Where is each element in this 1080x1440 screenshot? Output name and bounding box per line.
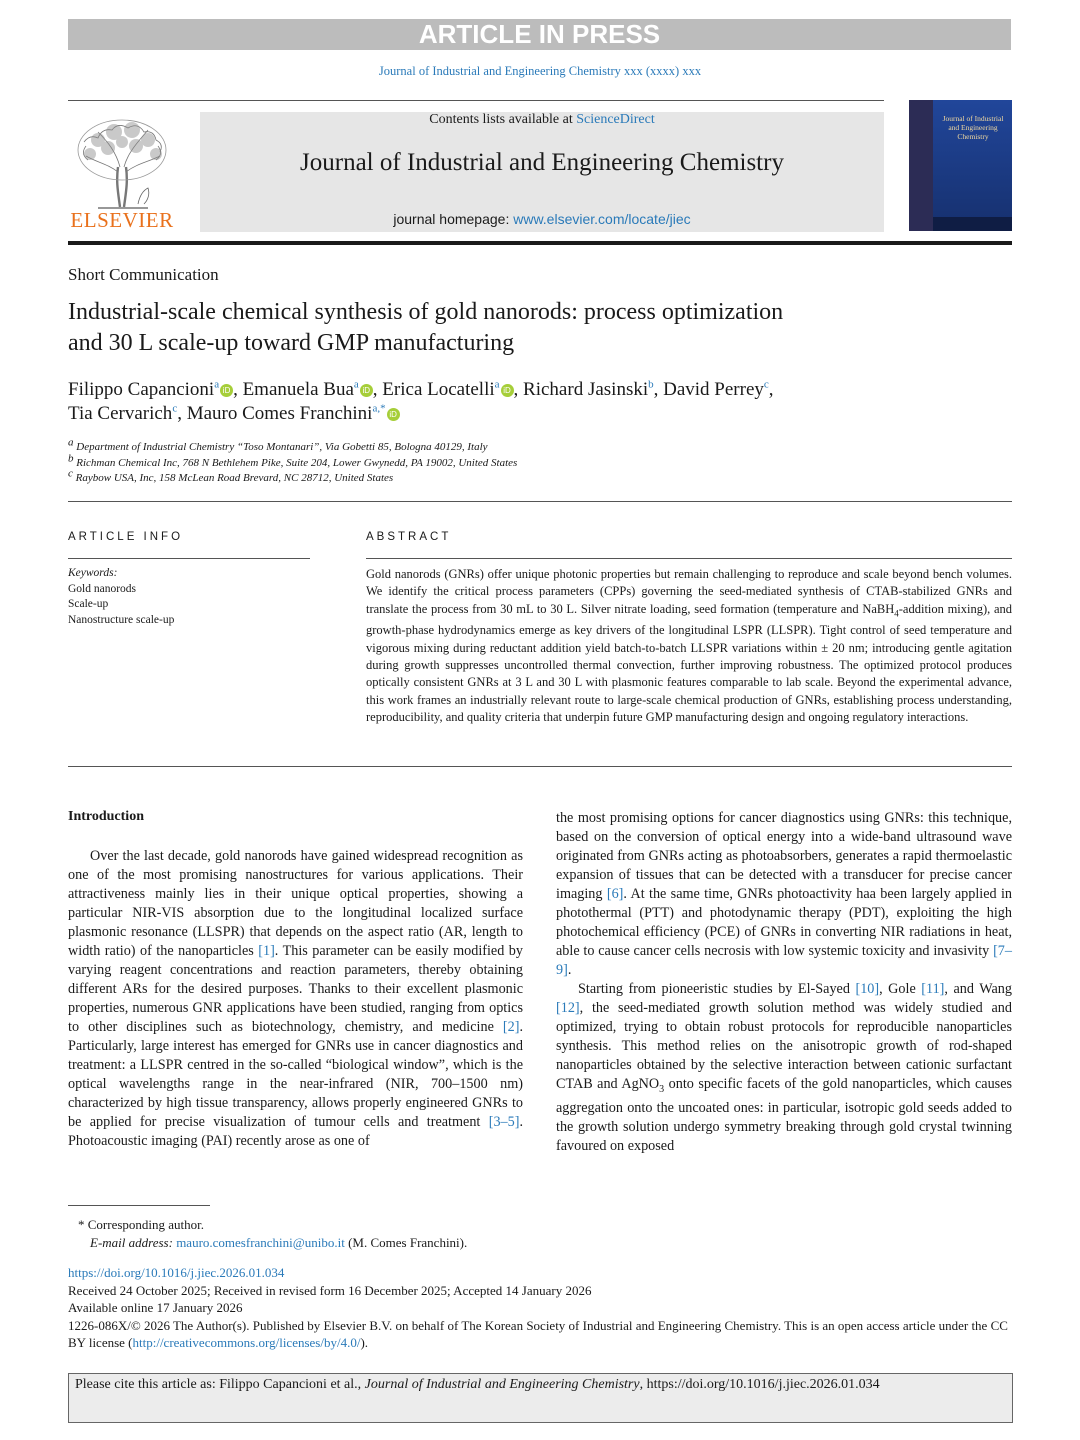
citation-journal: Journal of Industrial and Engineering Chemistry (364, 1377, 640, 1392)
publication-info (68, 1264, 1012, 1352)
keyword: Gold nanorods (68, 582, 137, 595)
orcid-icon[interactable]: iD (360, 384, 373, 397)
license-link[interactable]: http://creativecommons.org/licenses/by/4.0/ (132, 1335, 361, 1350)
article-title (68, 297, 948, 359)
article-info-rule (68, 558, 310, 559)
elsevier-wordmark: ELSEVIER (70, 208, 174, 232)
abstract-rule (366, 558, 1012, 559)
article-info-heading: ARTICLE INFO (68, 531, 184, 543)
journal-homepage-line: journal homepage: www.elsevier.com/locate/jiec (393, 211, 691, 227)
author-perrey[interactable]: David Perrey$^c$ (663, 378, 769, 400)
email-label: E-mail address: (90, 1235, 173, 1250)
abstract-heading: ABSTRACT (366, 531, 452, 543)
reference-link[interactable]: [1] (258, 943, 275, 959)
author-locatelli[interactable]: Erica Locatelli$^a$ iD (382, 379, 513, 400)
article-in-press-banner: ARTICLE IN PRESS (68, 19, 1011, 50)
reference-link[interactable]: [2] (502, 1019, 520, 1035)
orcid-icon[interactable]: iD (220, 384, 233, 397)
masthead-thick-rule (68, 241, 1012, 245)
abstract-text: Gold nanorods (GNRs) offer unique photonic properties but remain challenging to reproduce and scale beyond bench volumes. We identify the critical process parameters (CPPs) governing the seed-mediated synthesis of CTAB-stabilized GNRs and translate the process from 30 mL to 30 L. Silver nitrate loading, seed formation (temperature and NaBH$_4$-addition mixing), and growth-phase hydrodynamics emerge as key drivers of the longitudinal LSPR (LLSPR). Tight control of seed temperature and vigorous mixing during reductant addition yield batch-to-batch LLSPR variations within ± 20 nm; introducing gentle agitation during growth suppresses uncontrolled thermal convection, further improving robustness. The optimized protocol produces optically consistent GNRs at 3 L and 30 L with plasmonic features comparable to lab scale. Beyond the experimental advance, this work frames an industrially relevant route to large-scale chemical production of GNRs, establishing process understanding, reproducibility, and quality criteria that underpin future GMP manufacturing design and ongoing regulatory interactions. (366, 567, 1012, 724)
sciencedirect-link[interactable]: ScienceDirect (576, 112, 655, 127)
footnote-rule (68, 1205, 210, 1206)
orcid-icon[interactable]: iD (387, 408, 400, 421)
affiliation-divider (68, 501, 1012, 502)
license-text: 1226-086X/© 2026 The Author(s). Published by Elsevier B.V. on behalf of The Korean Society of Industrial and Engineering Chemistry. This is an open access article under the CC BY license (http://creativecommons.org/licenses/by/4.0/). (68, 1317, 1008, 1350)
author-cervarich[interactable]: Tia Cervarich$^c$ (68, 402, 178, 424)
reference-link[interactable]: [12] (556, 1000, 580, 1016)
reference-link[interactable]: [11] (921, 981, 945, 997)
introduction-heading: Introduction (68, 809, 144, 824)
affiliation-c: $^c$ Raybow USA, Inc, 158 McLean Road Brevard, NC 28712, United States (68, 467, 394, 484)
author-list: Filippo Capancioni$^a$ iD , Emanuela Bua$^a$ iD , Erica Locatelli$^a$ iD , Richard Jasinski$^b$, David Perrey$^c$, Tia Cervarich$^c$, Mauro Comes Franchini$^{a,*}$ iD (68, 378, 774, 424)
keyword: Scale-up (68, 598, 109, 610)
journal-homepage-link[interactable]: www.elsevier.com/locate/jiec (513, 211, 691, 227)
reference-link[interactable]: [6] (606, 886, 624, 902)
cover-title: Journal of Industrial and Engineering Chemistry (942, 114, 1004, 141)
author-capancioni[interactable]: Filippo Capancioni$^a$ iD (68, 379, 233, 400)
reference-link[interactable]: [7–9] (556, 943, 1012, 978)
corresponding-author-note: * Corresponding author. (78, 1217, 205, 1232)
header-divider (68, 100, 884, 101)
affiliations (68, 436, 968, 487)
journal-reference-link[interactable]: Journal of Industrial and Engineering Chemistry xxx (xxxx) xxx (378, 64, 702, 78)
contents-line: Contents lists available at ScienceDirect (429, 112, 655, 127)
author-email-link[interactable]: mauro.comesfranchini@unibo.it (176, 1235, 345, 1250)
left-column-text: Over the last decade, gold nanorods have gained widespread recognition as one of the most promising nanostructures for various applications. Their attractiveness mainly lies in their unique optical properties, showing a particular NIR-VIS absorption due to the longitudinal localized surface plasmonic resonance (LLSPR) that depends on the aspect ratio (AR, length to width ratio) of the nanoparticles [1]. This parameter can be easily modified by varying reagent concentrations and reaction parameters, thereby obtaining different ARs for the desired purposes. Thanks to their excellent plasmonic properties, numerous GNR applications have been studied, ranging from optics to other disciplines such as biotechnology, chemistry, and medicine [2]. Particularly, large interest has emerged for GNRs use in cancer diagnostics and treatment: a LLSPR centred in the so-called “biological window”, which is the optical wavelengths range in the near-infrared (NIR, 700–1500 nm) characterized by high tissue transparency, allows properly engineered GNRs to be applied for precise visualization of tumour cells and treatment [3–5]. Photoacoustic imaging (PAI) recently arose as one of (68, 848, 523, 1149)
reference-link[interactable]: [3–5] (488, 1114, 520, 1130)
available-online: Available online 17 January 2026 (68, 1300, 243, 1315)
doi-link[interactable]: https://doi.org/10.1016/j.jiec.2026.01.034 (68, 1265, 285, 1280)
orcid-icon[interactable]: iD (501, 384, 514, 397)
journal-title: Journal of Industrial and Engineering Chemistry (300, 149, 784, 176)
affiliation-a: $^a$ Department of Industrial Chemistry “Toso Montanari”, Via Gobetti 85, Bologna 40129, Italy (68, 436, 488, 453)
keywords-label: Keywords: (68, 567, 118, 579)
journal-cover-thumbnail (909, 100, 1012, 231)
corresponding-author-footnote: * Corresponding author. E-mail address: mauro.comesfranchini@unibo.it (M. Comes Franchini). (68, 1216, 467, 1252)
citation-box: Please cite this article as: Filippo Capancioni et al., Journal of Industrial and Engineering Chemistry, https://doi.org/10.1016/j.jiec.2026.01.034 (68, 1373, 1013, 1423)
author-bua[interactable]: Emanuela Bua$^a$ iD (243, 379, 373, 400)
keyword: Nanostructure scale-up (68, 613, 175, 626)
article-title-line-1: Industrial-scale chemical synthesis of gold nanorods: process optimization (68, 299, 784, 325)
article-type: Short Communication (68, 265, 219, 284)
author-comes-franchini[interactable]: Mauro Comes Franchini$^{a,*}$ iD (187, 403, 400, 424)
abstract-end-rule (68, 766, 1012, 767)
article-title-line-2: and 30 L scale-up toward GMP manufacturing (68, 330, 515, 356)
right-column-text: the most promising options for cancer diagnostics using GNRs: this technique, based on the conversion of optical energy into a wide-band ultrasound wave originated from GNRs acting as photoabsorbers, generates a rapid thermoelastic expansion of tissues that can be detected with a transducer for precise cancer imaging [6]. At the same time, GNRs photoactivity haa been largely applied in photothermal (PTT) and photodynamic therapy (PDT), exploiting the high photochemical efficiency (PCE) of GNRs in converting NIR radiations in heat, able to cause cancer cells necrosis with low systemic toxicity and invasivity [7–9]. Starting from pioneeristic studies by El-Sayed [10], Gole [11], and Wang [12], the seed-mediated growth solution method was widely studied and optimized, trying to obtain robust protocols for reproducible nanoparticles synthesis. This method relies on the anisotropic growth of rod-shaped nanoparticles obtained by the selective interaction between cationic surfactant CTAB and AgNO$_3$ onto specific facets of the gold nanoparticles, which causes aggregation onto the uncoated ones: in particular, isotropic gold seeds added to the growth solution undergo symmetry breaking through gold crystal twinning favoured on exposed (556, 810, 1013, 1154)
affiliation-b: $^b$ Richman Chemical Inc, 768 N Bethlehem Pike, Suite 204, Lower Gwynedd, PA 19002, United States (68, 451, 518, 469)
author-jasinski[interactable]: Richard Jasinski$^b$ (523, 378, 654, 400)
keywords (68, 566, 174, 628)
received-dates: Received 24 October 2025; Received in revised form 16 December 2025; Accepted 14 January 2026 (68, 1282, 592, 1298)
reference-link[interactable]: [10] (855, 981, 880, 997)
